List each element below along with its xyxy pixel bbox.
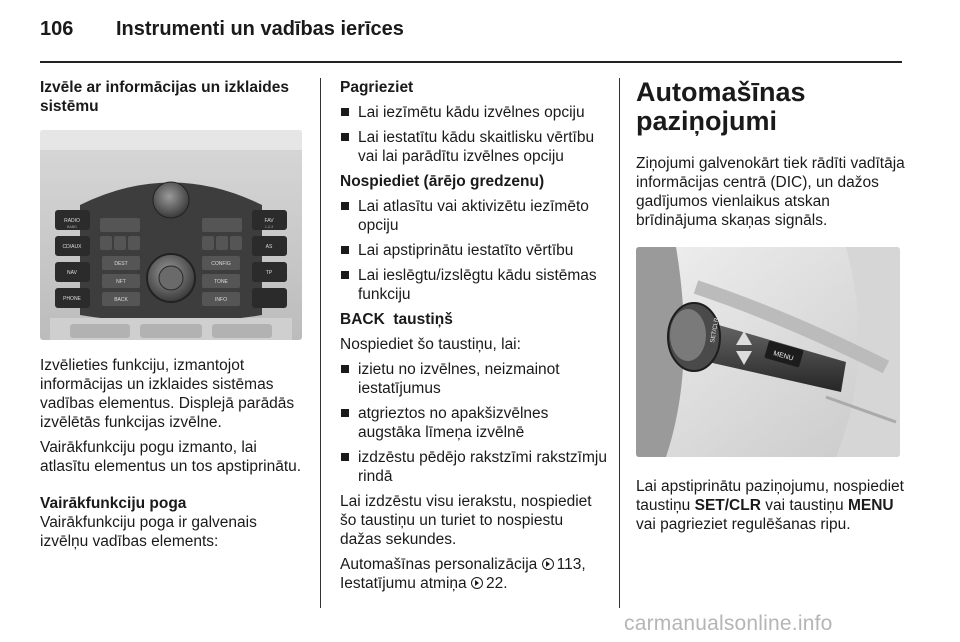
- svg-text:NFT: NFT: [116, 279, 126, 285]
- subheading: Vairākfunkciju poga: [40, 495, 187, 512]
- paragraph: Izvēlieties funkciju, izmantojot informācijas un izklaides sistēmas vadības elementus. Displejā parādās izvēlētās funkcijas izvēlne.: [40, 357, 295, 431]
- list-item: izietu no izvēlnes, neizmainot iestatījumus: [340, 360, 608, 398]
- list-item: izdzēstu pēdējo rakstzīmi rakstzīmju rindā: [340, 448, 608, 486]
- svg-text:MENU: MENU: [772, 350, 795, 363]
- bullet-icon: [341, 453, 349, 461]
- menu-key: MENU: [847, 497, 894, 514]
- paragraph: Nospiediet šo taustiņu, lai:: [340, 336, 521, 353]
- svg-text:1-2-3: 1-2-3: [264, 225, 274, 229]
- paragraph: Vairākfunkciju pogu izmanto, lai atlasītu elementus un tos apstiprinātu.: [40, 439, 302, 475]
- svg-text:DEST: DEST: [114, 261, 128, 267]
- xref-link[interactable]: 113,: [556, 556, 586, 573]
- paragraph: Lai izdzēstu visu ierakstu, nospiediet šo taustiņu un turiet to nospiestu dažas sekundes.: [340, 493, 592, 548]
- svg-text:INFO: INFO: [215, 297, 227, 303]
- svg-text:PHONE: PHONE: [63, 296, 81, 302]
- subheading: Nospiediet (ārējo gredzenu): [340, 173, 545, 190]
- bullet-icon: [341, 133, 349, 141]
- svg-text:BAND: BAND: [67, 225, 77, 229]
- list-item: Lai iezīmētu kādu izvēlnes opciju: [340, 103, 608, 122]
- watermark: carmanualsonline.info: [624, 612, 833, 635]
- section-title: Automašīnas paziņojumi: [636, 77, 806, 136]
- svg-text:TONE: TONE: [214, 279, 228, 285]
- infotainment-panel-image: [40, 130, 302, 340]
- list-item: Lai ieslēgtu/izslēgtu kādu sistēmas funkciju: [340, 266, 608, 304]
- svg-text:AS: AS: [265, 244, 273, 250]
- list-item: Lai atlasītu vai aktivizētu iezīmēto opciju: [340, 197, 608, 235]
- column-2: [340, 78, 608, 599]
- subheading: Pagrieziet: [340, 79, 414, 96]
- svg-text:RADIO: RADIO: [64, 218, 80, 224]
- bullet-icon: [341, 202, 349, 210]
- header-rule: [40, 61, 902, 63]
- list-item: Lai iestatītu kādu skaitlisku vērtību vai lai parādītu izvēlnes opciju: [340, 128, 608, 166]
- subheading: BACK taustiņš: [340, 311, 453, 328]
- page-header: [40, 18, 404, 41]
- bullet-icon: [341, 108, 349, 116]
- list-item: atgrieztos no apakšizvēlnes augstāka līmeņa izvēlnē: [340, 404, 608, 442]
- bullet-icon: [341, 409, 349, 417]
- column-3: [636, 78, 906, 540]
- section-heading: Izvēle ar informācijas un izklaides sistēmu: [40, 79, 289, 115]
- bullet-icon: [341, 246, 349, 254]
- steering-column-stalk-image: [636, 247, 900, 457]
- page-reference-icon: [542, 558, 554, 570]
- paragraph: Ziņojumi galvenokārt tiek rādīti vadītāja informācijas centrā (DIC), un dažos gadījumos vienlaikus atskan brīdinājuma skaņas signāls.: [636, 155, 905, 229]
- svg-text:BACK: BACK: [114, 297, 128, 303]
- paragraph: Vairākfunkciju poga ir galvenais izvēlņu vadības elements:: [40, 514, 257, 550]
- column-1: [40, 78, 306, 557]
- set-clr-key: SET/CLR: [694, 497, 761, 514]
- page-number: 106: [40, 18, 74, 40]
- svg-text:NAV: NAV: [67, 270, 77, 276]
- svg-text:CD/AUX: CD/AUX: [62, 244, 82, 250]
- list-item: Lai apstiprinātu iestatīto vērtību: [340, 241, 608, 260]
- svg-text:TP: TP: [265, 270, 273, 276]
- volume-knob: [153, 182, 189, 218]
- bullet-icon: [341, 365, 349, 373]
- page-title: Instrumenti un vadības ierīces: [116, 18, 404, 40]
- cross-reference: Automašīnas personalizācija 113, Iestatījumu atmiņa 22.: [340, 556, 586, 592]
- paragraph: Lai apstiprinātu paziņojumu, nospiediet taustiņu SET/CLR vai taustiņu MENU vai pagrieziet regulēšanas ripu.: [636, 478, 904, 533]
- svg-text:SET/CLR: SET/CLR: [710, 317, 721, 344]
- column-divider: [619, 78, 620, 608]
- xref-link[interactable]: 22.: [485, 575, 508, 592]
- svg-text:FAV: FAV: [264, 218, 274, 224]
- page-reference-icon: [471, 577, 483, 589]
- svg-text:CONFIG: CONFIG: [211, 261, 231, 267]
- column-divider: [320, 78, 321, 608]
- bullet-icon: [341, 271, 349, 279]
